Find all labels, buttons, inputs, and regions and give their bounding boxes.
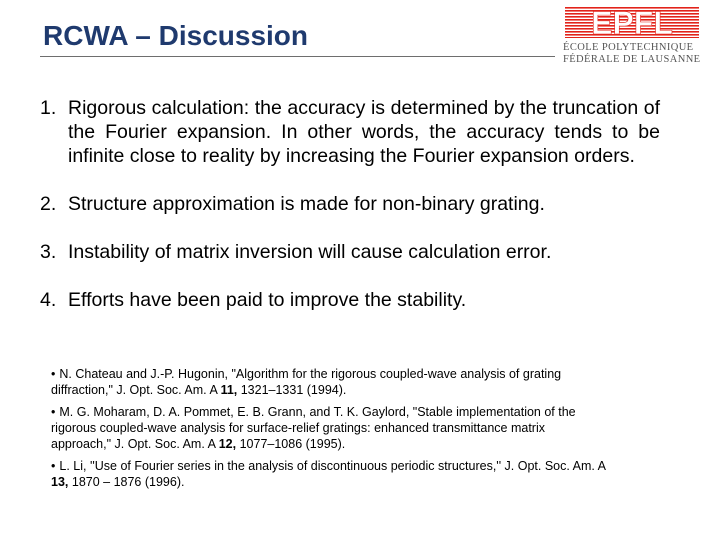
reference-item <box>51 366 606 398</box>
list-item <box>40 96 660 168</box>
item-number: 4. <box>40 289 57 311</box>
epfl-logo-text: EPFL <box>591 5 673 40</box>
bullet-icon: • <box>51 459 56 473</box>
item-number: 2. <box>40 193 57 215</box>
item-text: Rigorous calculation: the accuracy is determined by the truncation of the Fourier expansion. In other words, the accuracy tends to be infinite close to reality by increasing the Fourier expansion orders. <box>68 97 660 167</box>
reference-item <box>51 458 606 490</box>
epfl-logo-mark <box>563 4 701 40</box>
reference-text: L. Li, ''Use of Fourier series in the analysis of discontinuous periodic structures,'' J. Opt. Soc. Am. A <box>59 459 606 473</box>
reference-text: M. G. Moharam, D. A. Pommet, E. B. Grann, and T. K. Gaylord, "Stable implementation of the rigorous coupled-wave analysis for surface-relief gratings: enhanced transmittance matrix approach," J. Opt. Soc. Am. A <box>51 405 576 451</box>
bullet-icon: • <box>51 405 56 419</box>
epfl-logo <box>563 4 701 68</box>
list-item <box>40 288 660 312</box>
references <box>51 366 606 490</box>
reference-pages: 1077–1086 (1995). <box>236 437 346 451</box>
reference-pages: 1870 – 1876 (1996). <box>68 475 185 489</box>
reference-text: N. Chateau and J.-P. Hugonin, "Algorithm for the rigorous coupled-wave analysis of grating diffraction," J. Opt. Soc. Am. A <box>51 367 562 397</box>
reference-pages: 1321–1331 (1994). <box>237 383 347 397</box>
item-number: 3. <box>40 241 57 263</box>
reference-volume: 12, <box>218 437 237 451</box>
title-underline <box>40 56 555 57</box>
item-number: 1. <box>40 97 57 119</box>
discussion-list <box>40 96 660 312</box>
reference-volume: 11, <box>220 383 238 397</box>
bullet-icon: • <box>51 367 56 381</box>
reference-volume: 13, <box>51 475 69 489</box>
item-text: Efforts have been paid to improve the stability. <box>68 289 467 311</box>
item-text: Structure approximation is made for non-binary grating. <box>68 193 545 215</box>
item-text: Instability of matrix inversion will cause calculation error. <box>68 241 552 263</box>
logo-subtitle-line1: ÉCOLE POLYTECHNIQUE <box>563 42 694 53</box>
reference-item <box>51 404 606 452</box>
list-item <box>40 240 660 264</box>
slide-title: RCWA – Discussion <box>43 20 309 51</box>
list-item <box>40 192 660 216</box>
logo-subtitle-line2: FÉDÉRALE DE LAUSANNE <box>563 54 701 65</box>
